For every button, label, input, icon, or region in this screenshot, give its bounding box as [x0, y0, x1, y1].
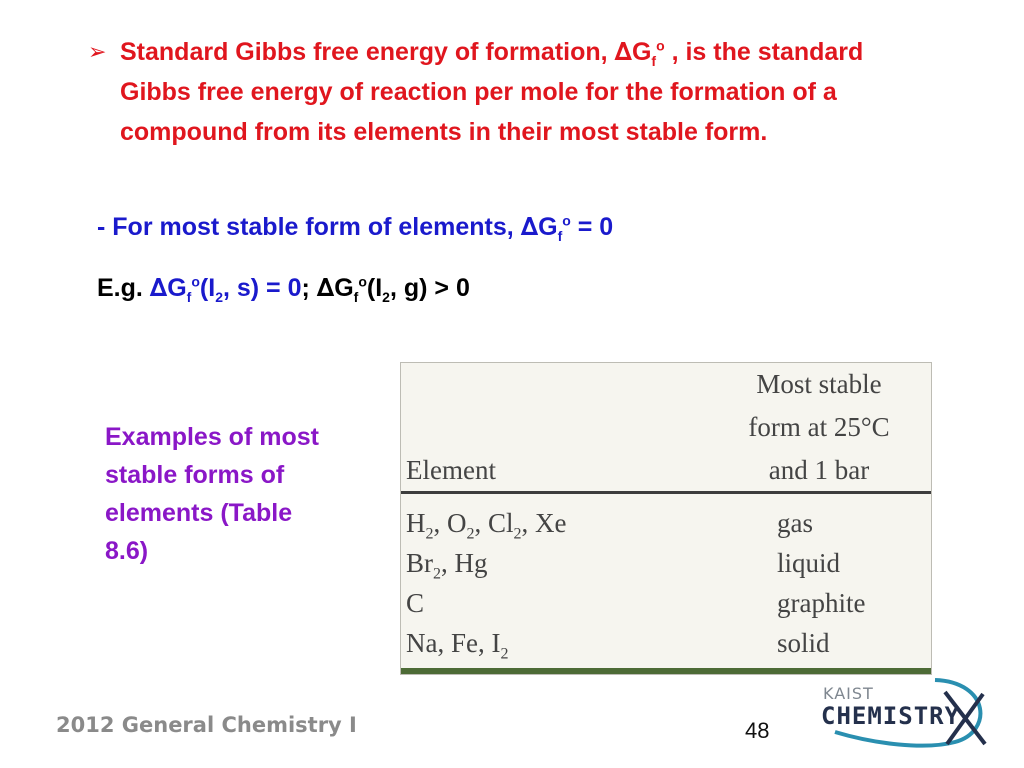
- element-text: Br: [406, 548, 433, 578]
- header-line: Most stable: [756, 369, 882, 399]
- element-subscript: 2: [500, 645, 509, 663]
- example-line: [97, 273, 470, 303]
- bullet-text-after: , is the standard Gibbs free energy of reaction per mole for the formation of a compound from its elements in their most stable form.: [120, 38, 864, 146]
- g-symbol: G: [167, 274, 187, 302]
- table-body: [401, 503, 931, 663]
- g-symbol: G: [334, 274, 354, 302]
- semicolon: ;: [301, 274, 317, 302]
- bullet-text: [120, 32, 918, 152]
- arrow-bullet-icon: ➢: [88, 39, 107, 64]
- example-part1: [149, 273, 302, 305]
- header-element: Element: [406, 455, 496, 485]
- stable-form-line: [97, 212, 613, 242]
- header-line: form at 25°C: [748, 412, 890, 442]
- element-cell: [406, 623, 508, 663]
- logo-kaist-text: KAIST: [823, 684, 874, 703]
- form-cell: solid: [777, 628, 830, 658]
- table-row: [401, 543, 931, 583]
- g-symbol: G: [631, 38, 652, 66]
- table-row: [401, 503, 931, 543]
- page-number: 48: [745, 718, 770, 743]
- element-text: , O: [433, 508, 467, 538]
- course-title: 2012 General Chemistry I: [56, 713, 357, 737]
- delta-symbol: ∆: [149, 273, 168, 302]
- element-cell: [406, 543, 488, 583]
- logo-chemistry-text: CHEMISTRY: [821, 702, 961, 730]
- kaist-chemistry-logo: [815, 672, 995, 752]
- stable-forms-table: [400, 362, 932, 675]
- element-text: , Xe: [521, 508, 567, 538]
- form-cell: gas: [777, 508, 813, 538]
- delta-symbol: ∆: [614, 37, 632, 66]
- delta-symbol: ∆: [316, 273, 335, 302]
- bullet-text-before: Standard Gibbs free energy of formation,: [120, 38, 615, 66]
- superscript-o: o: [656, 37, 665, 54]
- eg-label: E.g.: [97, 274, 150, 302]
- subscript-f: f: [353, 289, 359, 305]
- element-cell: [406, 583, 424, 623]
- element-text: Na, Fe, I: [406, 628, 501, 658]
- g-symbol: G: [538, 213, 558, 241]
- subscript-f: f: [557, 228, 563, 244]
- superscript-o: o: [562, 212, 571, 229]
- superscript-o: o: [191, 273, 200, 290]
- delta-symbol: ∆: [520, 212, 539, 241]
- element-subscript: 2: [466, 525, 475, 543]
- element-text: H: [406, 508, 426, 538]
- element-text: C: [406, 588, 425, 618]
- table-caption-note: Examples of most stable forms of elements (Table 8.6): [105, 423, 319, 565]
- part1-rest: , s) = 0: [222, 274, 302, 302]
- element-subscript: 2: [513, 525, 522, 543]
- element-subscript: 2: [433, 565, 441, 583]
- form-cell: liquid: [777, 548, 841, 578]
- main-bullet: [88, 32, 918, 152]
- header-most-stable-form: [719, 363, 919, 492]
- element-cell: [406, 503, 567, 543]
- header-divider: [401, 491, 931, 494]
- header-line: and 1 bar: [768, 455, 870, 485]
- line1-suffix: = 0: [570, 213, 614, 241]
- subscript-f: f: [186, 289, 192, 305]
- part2-rest: , g) > 0: [389, 274, 470, 302]
- subscript-2: 2: [215, 289, 223, 305]
- paren-i: (I: [199, 274, 216, 302]
- paren-i: (I: [366, 274, 383, 302]
- subscript-2: 2: [382, 289, 390, 305]
- table-row: [401, 623, 931, 663]
- form-cell: graphite: [777, 588, 866, 618]
- superscript-o: o: [358, 273, 367, 290]
- element-subscript: 2: [425, 525, 434, 543]
- subscript-f: f: [651, 53, 657, 69]
- element-text: , Hg: [441, 548, 488, 578]
- line1-prefix: - For most stable form of elements,: [97, 213, 521, 241]
- table-row: [401, 583, 931, 623]
- element-text: , Cl: [474, 508, 514, 538]
